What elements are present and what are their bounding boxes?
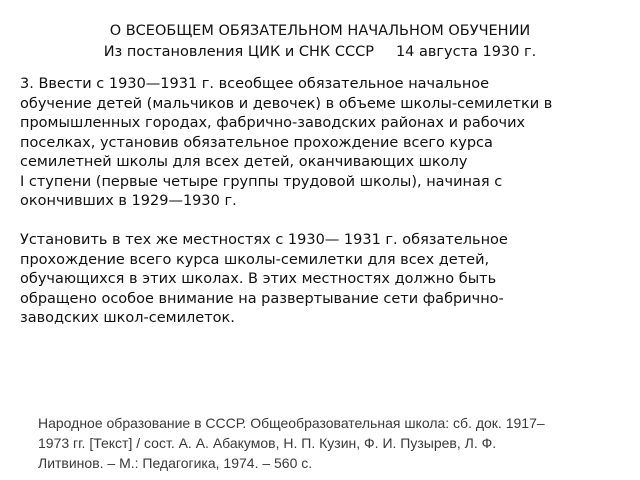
paragraph-line: заводских школ-семилеток.	[20, 310, 235, 326]
title-subtitle	[0, 42, 640, 63]
paragraph-line: I ступени (первые четыре группы трудовой школы), начиная с	[20, 173, 503, 190]
document-title	[0, 21, 640, 63]
paragraph-line: обучающихся в этих школах. В этих местностях должно быть	[20, 271, 497, 287]
citation-line: 1973 гг. [Текст] / сост. А. А. Абакумов, Н. П. Кузин, Ф. И. Пузырев, Л. Ф.	[38, 435, 497, 451]
paragraph-2	[20, 231, 626, 329]
paragraph-line: окончивших в 1929—1930 г.	[20, 193, 237, 209]
citation-line: Литвинов. – М.: Педагогика, 1974. – 560 с.	[38, 455, 313, 471]
paragraph-line: обучение детей (мальчиков и девочек) в объеме школы-семилетки в	[20, 95, 553, 112]
paragraph-line: Установить в тех же местностях с 1930— 1931 г. обязательное	[20, 232, 508, 248]
citation-line: Народное образование в СССР. Общеобразовательная школа: сб. док. 1917–	[38, 415, 545, 431]
paragraph-line: прохождение всего курса школы-семилетки для всех детей,	[20, 251, 490, 268]
paragraph-line: 3. Ввести с 1930—1931 г. всеобщее обязательное начальное	[20, 76, 490, 92]
subtitle-date: 14 августа 1930 г.	[395, 44, 537, 60]
title-heading: О ВСЕОБЩЕМ ОБЯЗАТЕЛЬНОМ НАЧАЛЬНОМ ОБУЧЕНИИ	[109, 23, 531, 39]
paragraph-line: поселках, установив обязательное прохождение всего курса	[20, 134, 493, 151]
paragraph-line: семилетней школы для всех детей, оканчивающих школу	[20, 154, 468, 170]
subtitle-source: Из постановления ЦИК и СНК СССР	[103, 44, 374, 60]
paragraph-line: промышленных городах, фабрично-заводских районах и рабочих	[20, 115, 526, 131]
paragraph-1	[20, 75, 626, 212]
source-citation	[38, 413, 638, 473]
paragraph-line: обращено особое внимание на развертывание сети фабрично-	[20, 290, 504, 307]
